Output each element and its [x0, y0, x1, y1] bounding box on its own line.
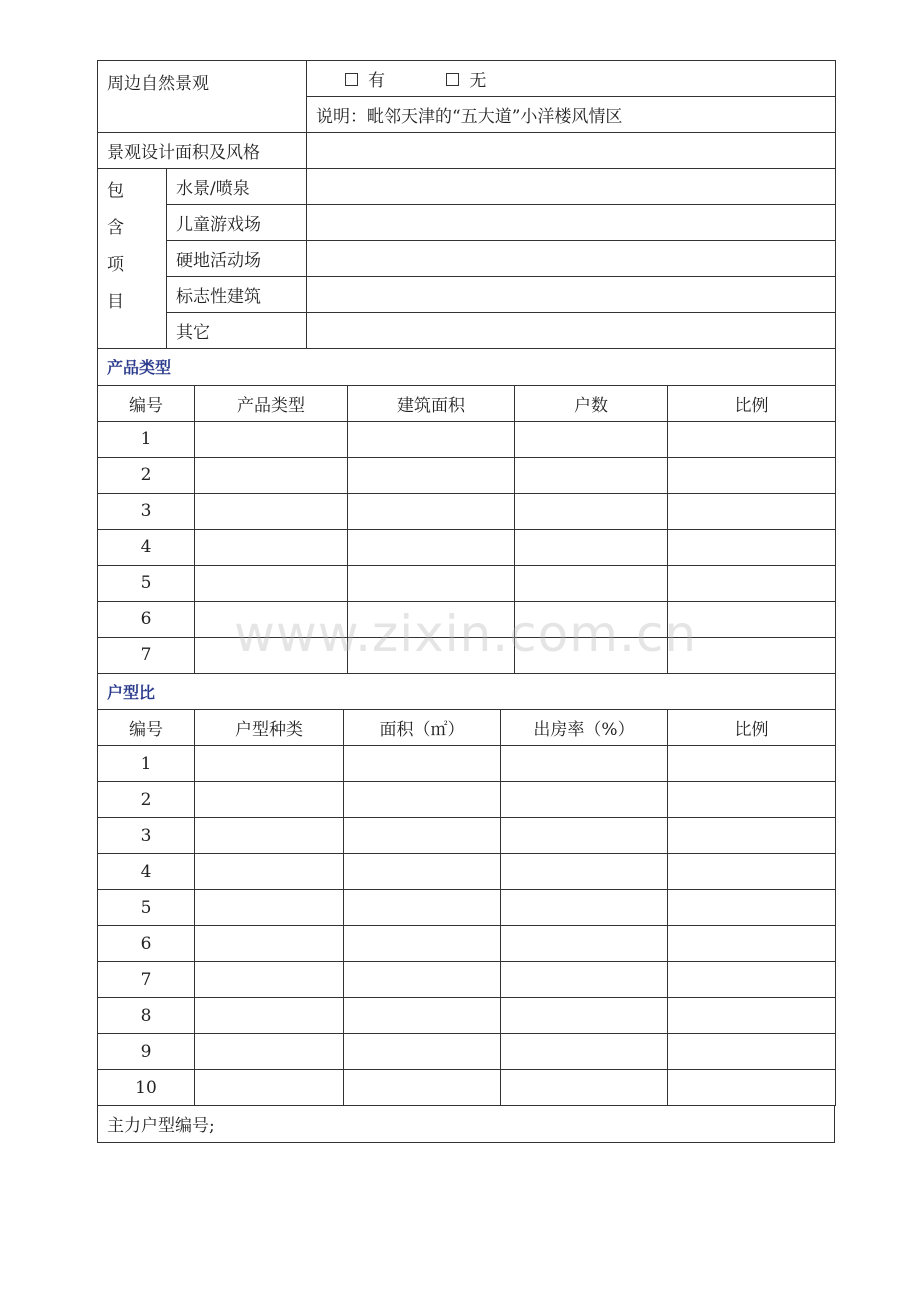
- column-header: 编号: [98, 710, 195, 746]
- unit-mix-rows: [98, 746, 836, 1106]
- table-cell[interactable]: [668, 998, 836, 1034]
- table-cell[interactable]: [668, 1034, 836, 1070]
- table-cell[interactable]: [195, 529, 348, 565]
- row-number: 8: [98, 998, 195, 1034]
- table-cell[interactable]: [195, 926, 344, 962]
- landscape-note: 说明：毗邻天津的“五大道”小洋楼风情区: [307, 97, 836, 133]
- row-number: 3: [98, 818, 195, 854]
- table-row: [98, 421, 836, 457]
- row-number: 1: [98, 746, 195, 782]
- table-row: [98, 529, 836, 565]
- table-cell[interactable]: [195, 890, 344, 926]
- table-cell[interactable]: [668, 746, 836, 782]
- table-row: [98, 962, 836, 998]
- row-number: 4: [98, 529, 195, 565]
- table-cell[interactable]: [195, 746, 344, 782]
- table-cell[interactable]: [501, 782, 668, 818]
- table-cell[interactable]: [515, 457, 668, 493]
- column-header: 比例: [668, 385, 836, 421]
- item-value[interactable]: [307, 277, 836, 313]
- table-cell[interactable]: [501, 926, 668, 962]
- item-value[interactable]: [307, 241, 836, 277]
- table-cell[interactable]: [501, 1034, 668, 1070]
- table-cell[interactable]: [515, 493, 668, 529]
- table-cell[interactable]: [501, 998, 668, 1034]
- table-cell[interactable]: [344, 1034, 501, 1070]
- row-number: 6: [98, 926, 195, 962]
- main-unit-label[interactable]: 主力户型编号;: [98, 1106, 835, 1142]
- table-cell[interactable]: [344, 890, 501, 926]
- table-cell[interactable]: [344, 818, 501, 854]
- table-cell[interactable]: [348, 493, 515, 529]
- table-cell[interactable]: [195, 421, 348, 457]
- product-header-row: [98, 385, 836, 421]
- table-cell[interactable]: [515, 529, 668, 565]
- unit-mix-table: [97, 674, 836, 1107]
- table-cell[interactable]: [195, 854, 344, 890]
- table-cell[interactable]: [348, 457, 515, 493]
- table-cell[interactable]: [668, 818, 836, 854]
- column-header: 产品类型: [195, 385, 348, 421]
- table-row: [98, 926, 836, 962]
- unit-mix-header-row: [98, 710, 836, 746]
- row-number: 5: [98, 890, 195, 926]
- table-cell[interactable]: [668, 457, 836, 493]
- table-cell[interactable]: [668, 962, 836, 998]
- item-value[interactable]: [307, 169, 836, 205]
- column-header: 出房率（%）: [501, 710, 668, 746]
- item-value[interactable]: [307, 313, 836, 349]
- natural-landscape-options: [307, 61, 836, 97]
- row-number: 2: [98, 782, 195, 818]
- table-row: [98, 493, 836, 529]
- product-section-title: 产品类型: [98, 349, 836, 385]
- table-row: [98, 1070, 836, 1106]
- table-cell[interactable]: [195, 565, 348, 601]
- includes-char: 包: [107, 181, 124, 201]
- column-header: 建筑面积: [348, 385, 515, 421]
- table-cell[interactable]: [344, 926, 501, 962]
- table-cell[interactable]: [668, 782, 836, 818]
- landscape-design-label: 景观设计面积及风格: [98, 133, 307, 169]
- watermark-text: www.zixin.com.cn: [234, 605, 698, 663]
- item-label: 标志性建筑: [167, 277, 307, 313]
- table-cell[interactable]: [348, 529, 515, 565]
- table-cell[interactable]: [344, 746, 501, 782]
- row-number: 2: [98, 457, 195, 493]
- checkbox-no[interactable]: [446, 73, 459, 86]
- table-row: [98, 998, 836, 1034]
- table-row: [98, 890, 836, 926]
- table-cell[interactable]: [344, 854, 501, 890]
- row-number: 5: [98, 565, 195, 601]
- table-cell[interactable]: [668, 1070, 836, 1106]
- table-cell[interactable]: [668, 926, 836, 962]
- includes-char: 含: [107, 218, 124, 238]
- table-cell[interactable]: [515, 565, 668, 601]
- table-row: [98, 818, 836, 854]
- table-cell[interactable]: [195, 1070, 344, 1106]
- form-sheet: [97, 60, 835, 1143]
- table-cell[interactable]: [344, 998, 501, 1034]
- row-number: 6: [98, 601, 195, 637]
- landscape-table: [97, 60, 836, 349]
- row-number: 9: [98, 1034, 195, 1070]
- table-cell[interactable]: [195, 818, 344, 854]
- table-cell[interactable]: [195, 962, 344, 998]
- item-value[interactable]: [307, 205, 836, 241]
- landscape-design-value[interactable]: [307, 133, 836, 169]
- table-row: [98, 746, 836, 782]
- row-number: 7: [98, 962, 195, 998]
- table-cell[interactable]: [348, 421, 515, 457]
- table-row: [98, 565, 836, 601]
- item-label: 儿童游戏场: [167, 205, 307, 241]
- unit-mix-section-title: 户型比: [98, 674, 836, 710]
- table-cell[interactable]: [668, 890, 836, 926]
- row-number: 7: [98, 637, 195, 673]
- row-number: 1: [98, 421, 195, 457]
- item-label: 其它: [167, 313, 307, 349]
- row-number: 10: [98, 1070, 195, 1106]
- table-cell[interactable]: [195, 782, 344, 818]
- main-unit-table: [97, 1106, 835, 1143]
- table-row: [98, 1034, 836, 1070]
- includes-char: 项: [107, 255, 124, 275]
- table-row: [98, 782, 836, 818]
- natural-landscape-label: 周边自然景观: [98, 61, 307, 133]
- table-cell[interactable]: [668, 565, 836, 601]
- table-cell[interactable]: [344, 962, 501, 998]
- table-cell[interactable]: [501, 746, 668, 782]
- table-cell[interactable]: [515, 421, 668, 457]
- table-cell[interactable]: [668, 854, 836, 890]
- table-row: [98, 854, 836, 890]
- table-cell[interactable]: [501, 890, 668, 926]
- item-label: 硬地活动场: [167, 241, 307, 277]
- option-no[interactable]: [446, 66, 486, 91]
- table-cell[interactable]: [195, 1034, 344, 1070]
- includes-label: [98, 169, 167, 349]
- checkbox-yes[interactable]: [345, 73, 358, 86]
- table-cell[interactable]: [668, 493, 836, 529]
- column-header: 面积（㎡）: [344, 710, 501, 746]
- column-header: 比例: [668, 710, 836, 746]
- table-cell[interactable]: [348, 565, 515, 601]
- table-cell[interactable]: [344, 782, 501, 818]
- table-cell[interactable]: [195, 493, 348, 529]
- includes-char: 目: [107, 292, 124, 312]
- row-number: 4: [98, 854, 195, 890]
- table-cell[interactable]: [195, 457, 348, 493]
- option-yes-label: 有: [368, 71, 385, 91]
- column-header: 编号: [98, 385, 195, 421]
- option-no-label: 无: [469, 71, 487, 91]
- column-header: 户型种类: [195, 710, 344, 746]
- item-label: 水景/喷泉: [167, 169, 307, 205]
- table-cell[interactable]: [501, 962, 668, 998]
- column-header: 户数: [515, 385, 668, 421]
- table-cell[interactable]: [501, 1070, 668, 1106]
- table-cell[interactable]: [501, 818, 668, 854]
- option-yes[interactable]: [345, 66, 385, 91]
- table-cell[interactable]: [668, 421, 836, 457]
- table-cell[interactable]: [195, 998, 344, 1034]
- table-cell[interactable]: [668, 529, 836, 565]
- table-cell[interactable]: [501, 854, 668, 890]
- row-number: 3: [98, 493, 195, 529]
- table-row: [98, 457, 836, 493]
- table-cell[interactable]: [344, 1070, 501, 1106]
